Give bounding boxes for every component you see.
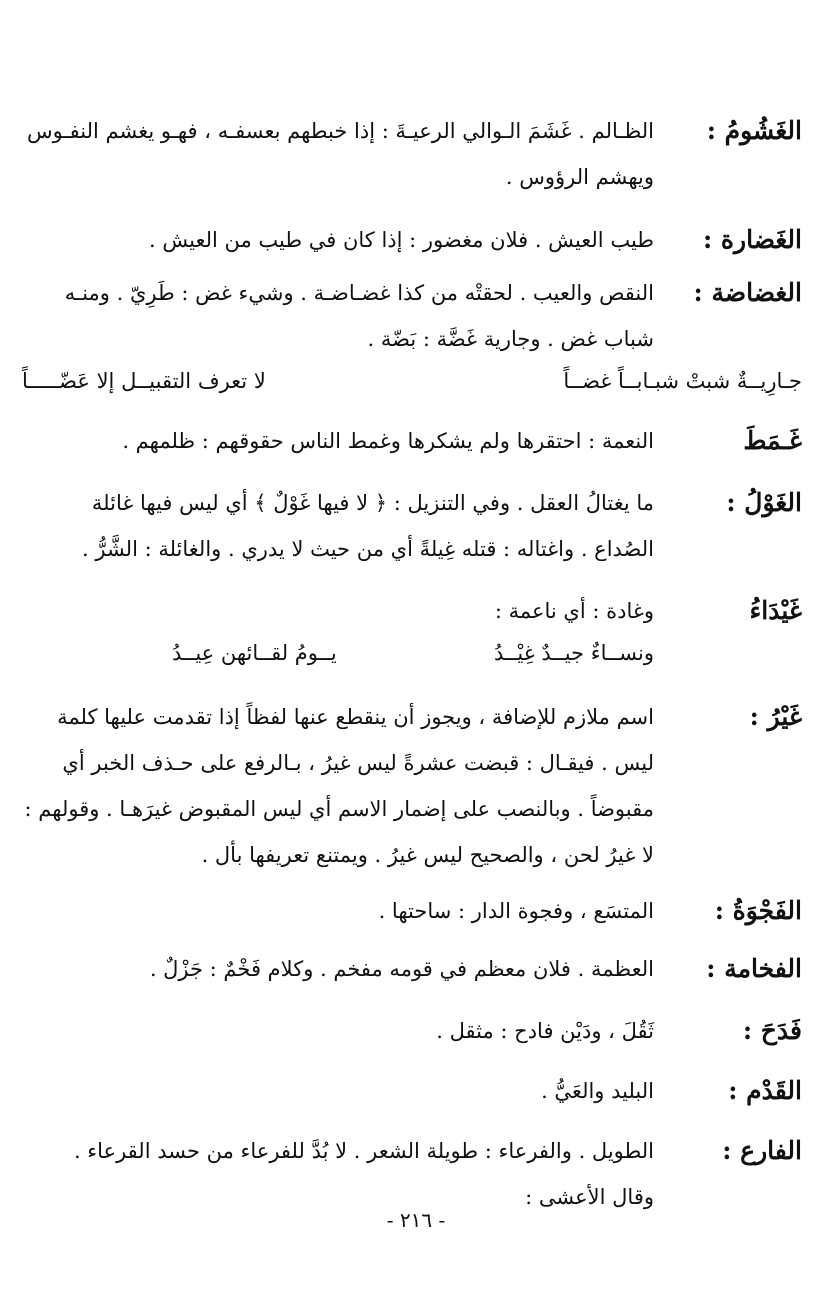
entry <box>22 480 802 572</box>
entry-definition <box>22 888 654 934</box>
entry-definition <box>22 418 654 464</box>
entry-definition <box>22 480 654 572</box>
entry <box>22 946 802 992</box>
definition-line: الظـالم . غَشَمَ الـوالي الرعيـةَ : إذا خبطهم بعسفـه ، فهـو يغشم النفـوس <box>27 119 654 143</box>
entry-definition <box>22 1128 654 1220</box>
verse <box>22 630 802 676</box>
definition-line: وغادة : أي ناعمة : <box>494 599 654 623</box>
entry-headword: الغَشُومُ : <box>706 116 802 145</box>
definition-line: طيب العيش . فلان مغضور : إذا كان في طيب من العيش . <box>148 228 654 252</box>
entry <box>22 418 802 464</box>
verse-first-hemistich: ونســاءٌ جيــدٌ غِيْــدُ <box>494 641 654 665</box>
definition-line: المتسَع ، وفجوة الدار : ساحتها . <box>378 899 654 923</box>
verse <box>22 358 802 404</box>
definition-line: ليس . فيقـال : قبضت عشرةً ليس غيرُ ، بـالرفع على حـذف الخبر أي <box>62 751 654 775</box>
verse-line <box>22 358 802 404</box>
entry-headword: الفارع : <box>722 1136 802 1165</box>
entry-headword: الفَجْوَةُ : <box>714 896 802 925</box>
entry-headword: الغَضارة : <box>702 225 802 254</box>
verse-second-hemistich: لا تعرف التقبيــل إلا عَضّـــــاً <box>22 369 266 393</box>
page-number: - ٢١٦ - <box>386 1208 446 1232</box>
entry-definition <box>22 946 654 992</box>
verse-second-hemistich: يــومُ لقــائهن عِيــدُ <box>172 641 337 665</box>
entry <box>22 888 802 934</box>
definition-line: اسم ملازم للإضافة ، ويجوز أن ينقطع عنها لفظاً إذا تقدمت عليها كلمة <box>57 705 654 729</box>
definition-line: مقبوضاً . وبالنصب على إضمار الاسم أي ليس المقبوض غيرَهـا . وقولهم : <box>24 797 654 821</box>
definition-line: شباب غض . وجارية غَضَّة : بَضّة . <box>367 327 654 351</box>
definition-line: الطويل . والفرعاء : طويلة الشعر . لا بُدَّ للفرعاء من حسد القرعاء . <box>73 1139 654 1163</box>
definition-line: ما يغتالُ العقل . وفي التنزيل : ﴿ لا فيها غَوْلٌ ﴾ أي ليس فيها غائلة <box>91 491 654 515</box>
entry <box>22 108 802 200</box>
entry <box>22 588 802 634</box>
entry-headword: القَدْم : <box>728 1076 802 1105</box>
entry <box>22 270 802 362</box>
entry-headword: غَيْدَاءُ <box>749 596 802 625</box>
entry-definition <box>22 588 654 634</box>
entry <box>22 1128 802 1220</box>
entry-definition <box>22 1068 654 1114</box>
entry-headword: غَـمَطَ <box>743 426 802 455</box>
entry-headword: غَيْرُ : <box>749 702 802 731</box>
definition-line: وقال الأعشى : <box>525 1185 654 1209</box>
definition-line: ثَقُلَ ، ودَيْن فادح : مثقل . <box>436 1019 654 1043</box>
definition-line: العظمة . فلان معظم في قومه مفخم . وكلام فَخْمٌ : جَزْلٌ . <box>149 957 654 981</box>
entry-headword: الغضاضة : <box>693 278 802 307</box>
entry <box>22 1068 802 1114</box>
entry-headword: فَدَحَ : <box>742 1016 802 1045</box>
definition-line: النقص والعيب . لحقتْه من كذا غضـاضـة . وشيء غض : طَرِيّ . ومنـه <box>64 281 654 305</box>
definition-line: البليد والعَيُّ . <box>541 1079 654 1103</box>
entry-definition <box>22 108 654 200</box>
verse-line <box>172 630 654 676</box>
verse-first-hemistich: جـارِيــةٌ شبتْ شبـابــاً غضــاً <box>563 369 802 393</box>
entry <box>22 1008 802 1054</box>
definition-line: ويهشم الرؤوس . <box>505 165 654 189</box>
entry-definition <box>22 270 654 362</box>
definition-line: النعمة : احتقرها ولم يشكرها وغمط الناس حقوقهم : ظلمهم . <box>122 429 654 453</box>
entry-definition <box>22 694 654 878</box>
definition-line: لا غيرُ لحن ، والصحيح ليس غيرُ . ويمتنع تعريفها بأل . <box>201 843 654 867</box>
entry <box>22 694 802 878</box>
entry <box>22 217 802 263</box>
entry-definition <box>22 1008 654 1054</box>
entry-headword: الغَوْلُ : <box>726 488 802 517</box>
entry-headword: الفخامة : <box>706 954 802 983</box>
definition-line: الصُداع . واغتاله : قتله غِيلةً أي من حيث لا يدري . والغائلة : الشَّرُّ . <box>82 537 654 561</box>
entry-definition <box>22 217 654 263</box>
